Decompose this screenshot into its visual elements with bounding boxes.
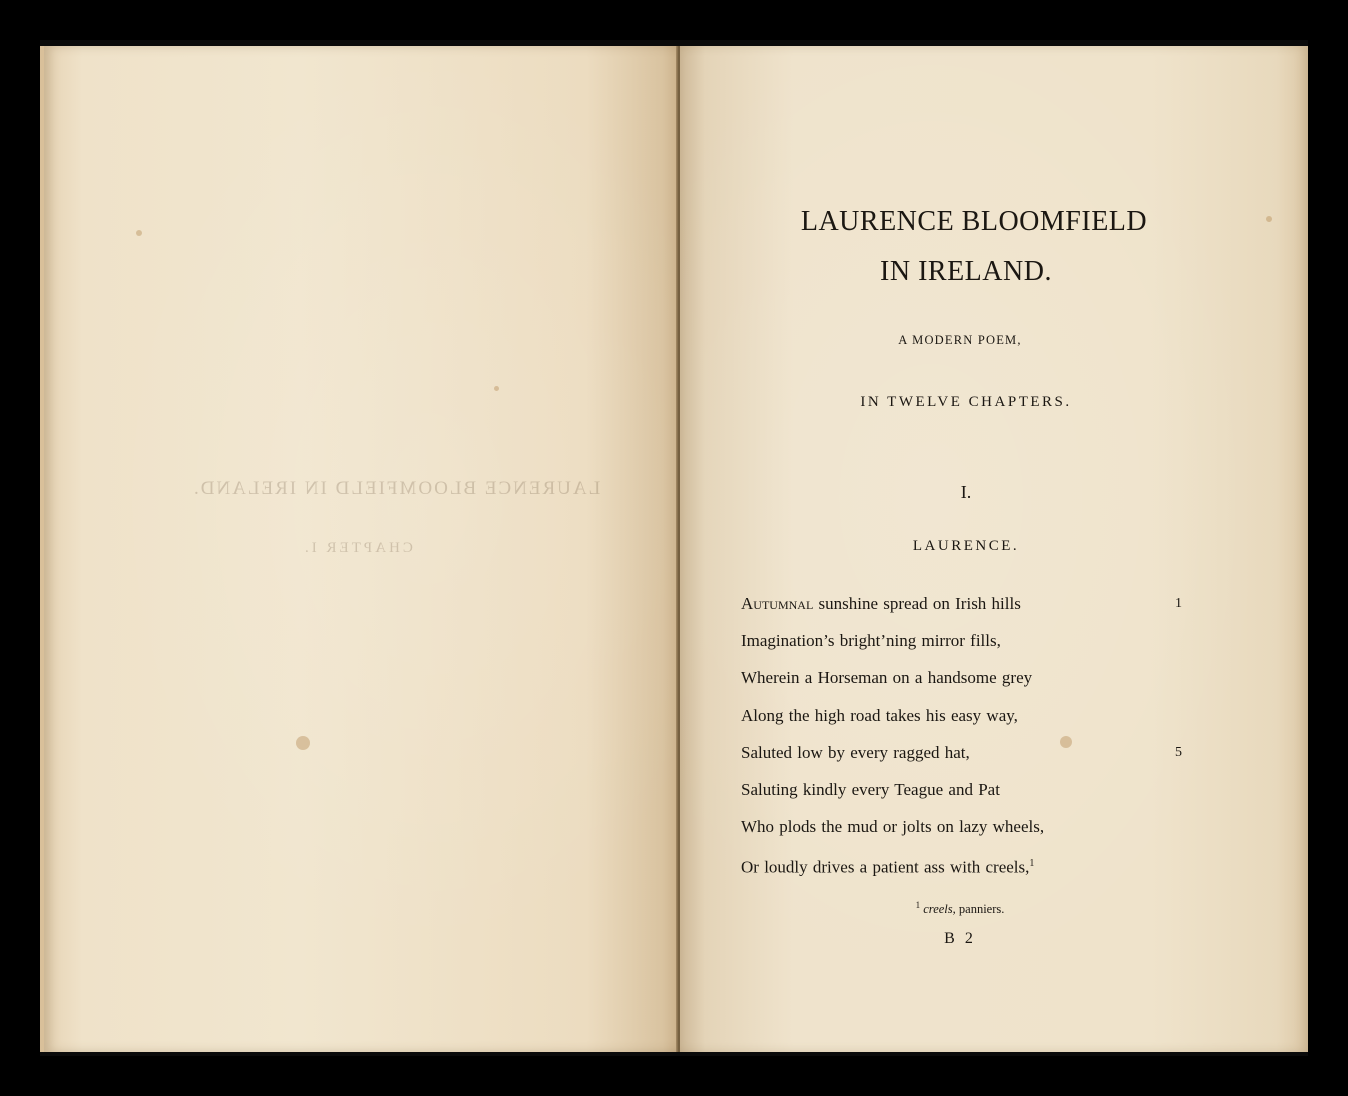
right-page [680, 46, 1308, 1052]
poem-line-text: Or loudly drives a patient ass with creels, [741, 857, 1030, 877]
poem-line [741, 850, 1211, 887]
chapter-numeral: I. [960, 482, 972, 502]
chapter-title: LAURENCE. [912, 538, 1020, 554]
poem-line [741, 776, 1211, 813]
poem-line-text: Saluted low by every ragged hat, [741, 742, 970, 762]
foxing-spot [136, 230, 142, 236]
poem-line [741, 702, 1211, 739]
subtitle-modern-poem: A MODERN POEM, [898, 333, 1022, 347]
poem-line [741, 627, 1211, 664]
book-title-line2: IN IRELAND. [880, 256, 1052, 287]
poem-line-text: Saluting kindly every Teague and Pat [741, 779, 1000, 799]
poem-body [741, 590, 1211, 888]
signature-mark: B 2 [944, 930, 976, 947]
footnote-definition: panniers. [955, 902, 1005, 917]
open-book [40, 40, 1308, 1056]
showthrough-chapter: CHAPTER I. [302, 540, 413, 556]
footnote-ref: 1 [1029, 858, 1035, 870]
page-content [680, 46, 1308, 1052]
foxing-spot [494, 386, 499, 391]
poem-line [741, 664, 1211, 701]
footnote-marker: 1 [915, 900, 921, 910]
poem-line [741, 813, 1211, 850]
poem-line [741, 590, 1211, 627]
footnote [680, 900, 1240, 917]
book-title-line1: LAURENCE BLOOMFIELD [800, 206, 1148, 237]
poem-first-word: Autumnal [741, 594, 814, 613]
poem-line-text: Imagination’s bright’ning mirror fills, [741, 631, 1001, 651]
footnote-term: creels, [923, 902, 956, 917]
line-number: 5 [1175, 744, 1182, 760]
poem-line-text: sunshine spread on Irish hills [813, 594, 1021, 613]
poem-line-text: Who plods the mud or jolts on lazy wheels, [741, 817, 1045, 837]
poem-line-text: Wherein a Horseman on a handsome grey [741, 668, 1033, 688]
left-page [40, 46, 682, 1052]
subtitle-twelve-chapters: IN TWELVE CHAPTERS. [860, 394, 1072, 410]
foxing-spot [296, 736, 310, 750]
showthrough-title: LAURENCE BLOOMFIELD IN IRELAND. [192, 478, 601, 499]
line-number: 1 [1175, 596, 1182, 611]
poem-line-text: Along the high road takes his easy way, [741, 705, 1018, 725]
poem-line [741, 739, 1211, 776]
